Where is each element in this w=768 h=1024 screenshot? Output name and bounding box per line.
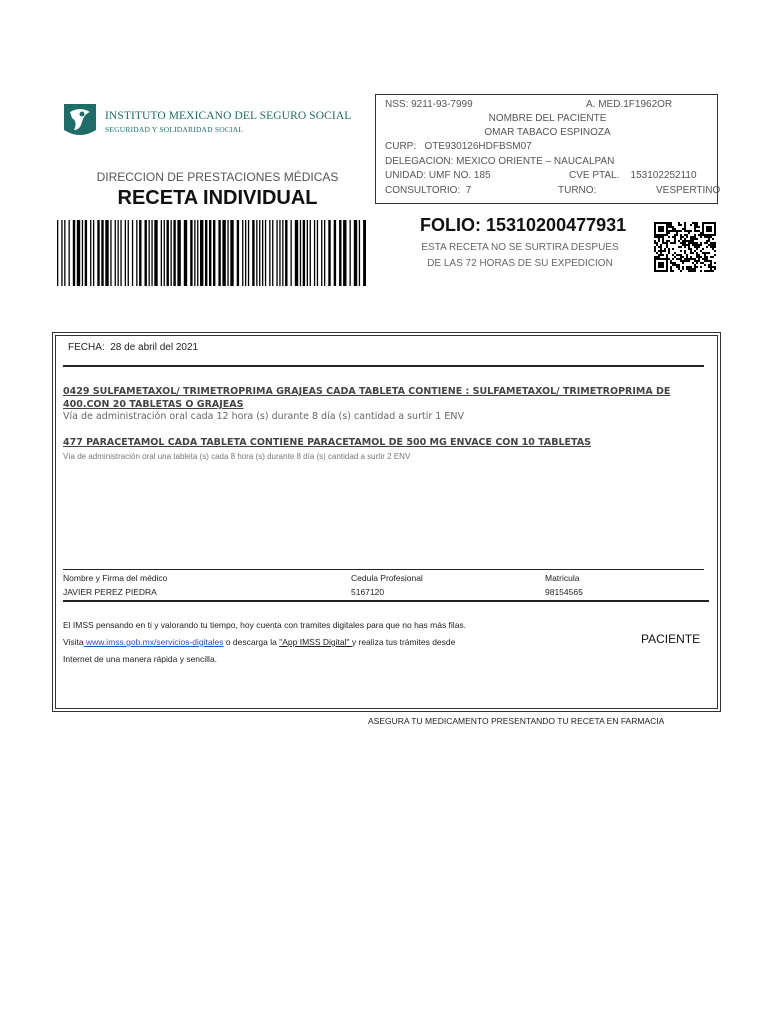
direccion-heading: DIRECCION DE PRESTACIONES MÉDICAS	[96, 170, 339, 184]
medication-2-title: 477 PARACETAMOL CADA TABLETA CONTIENE PARACETAMOL DE 500 MG ENVACE CON 10 TABLETAS	[63, 437, 591, 448]
consultorio-field: CONSULTORIO: 7	[385, 185, 472, 196]
cedula-value: 5167120	[351, 587, 385, 597]
digital-services-info: El IMSS pensando en ti y valorando tu tiempo, hoy cuenta con tramites digitales para que no has más filas. Visita www.imss.gob.mx/servicios-digitales o descarga la "App IMSS Digital" y realiza tus trámites desde Internet de una manera rápida y sencilla.	[63, 620, 467, 664]
turno-label: TURNO:	[558, 185, 597, 196]
fecha: FECHA: 28 de abril del 2021	[68, 342, 199, 353]
patient-name: OMAR TABACO ESPINOZA	[484, 127, 611, 138]
patient-info-box	[375, 94, 721, 204]
services-link[interactable]: www.imss.gob.mx/servicios-digitales	[83, 637, 224, 647]
patient-name-label: NOMBRE DEL PACIENTE	[488, 113, 607, 124]
imss-logo	[60, 100, 350, 142]
signature-line	[63, 569, 704, 570]
doctor-label: Nombre y Firma del médico	[63, 573, 168, 583]
nss-field: NSS: 9211-93-7999	[385, 99, 473, 110]
medication-1-directions: Vía de administración oral cada 12 hora (s) durante 8 día (s) cantidad a surtir 1 ENV	[63, 411, 464, 422]
copy-label: PACIENTE	[641, 632, 701, 646]
divider	[63, 365, 704, 367]
doctor-name: JAVIER PEREZ PIEDRA	[63, 587, 157, 597]
turno-value: VESPERTINO	[656, 185, 721, 196]
qr-code	[654, 222, 716, 272]
matricula-value: 98154565	[545, 587, 583, 597]
expiry-notice: ESTA RECETA NO SE SURTIRA DESPUES DE LAS 72 HORAS DE SU EXPEDICION	[421, 242, 619, 269]
cve-ptal-field: CVE PTAL. 153102252110	[569, 170, 697, 181]
folio: FOLIO: 15310200477931	[420, 215, 627, 235]
institution-subtitle: SEGURIDAD Y SOLIDARIDAD SOCIAL	[105, 125, 244, 134]
matricula-label: Matricula	[545, 573, 580, 583]
unidad-field: UNIDAD: UMF NO. 185	[385, 170, 491, 181]
imss-eagle-icon	[62, 100, 98, 140]
delegacion-field: DELEGACION: MEXICO ORIENTE – NAUCALPAN	[385, 156, 615, 167]
medication-1-title: 0429 SULFAMETAXOL/ TRIMETROPRIMA GRAJEAS CADA TABLETA CONTIENE : SULFAMETAXOL/ TRIMETROPRIMA DE 400.CON 20 TABLETAS O GRAJEAS	[63, 386, 671, 410]
page-title: RECETA INDIVIDUAL	[117, 187, 318, 209]
footer-note: ASEGURA TU MEDICAMENTO PRESENTANDO TU RECETA EN FARMACIA	[368, 716, 665, 726]
medication-2-directions: Vía de administración oral una tableta (s) cada 8 hora (s) durante 8 día (s) cantidad a surtir 2 ENV	[63, 452, 411, 461]
cedula-label: Cedula Profesional	[351, 573, 423, 583]
barcode	[56, 220, 366, 286]
a-med-field: A. MED.1F1962OR	[586, 99, 673, 110]
divider	[63, 600, 709, 602]
app-name: "App IMSS Digital"	[279, 637, 352, 647]
institution-name: INSTITUTO MEXICANO DEL SEGURO SOCIAL	[105, 110, 352, 122]
curp-field: CURP: OTE930126HDFBSM07	[385, 141, 532, 152]
